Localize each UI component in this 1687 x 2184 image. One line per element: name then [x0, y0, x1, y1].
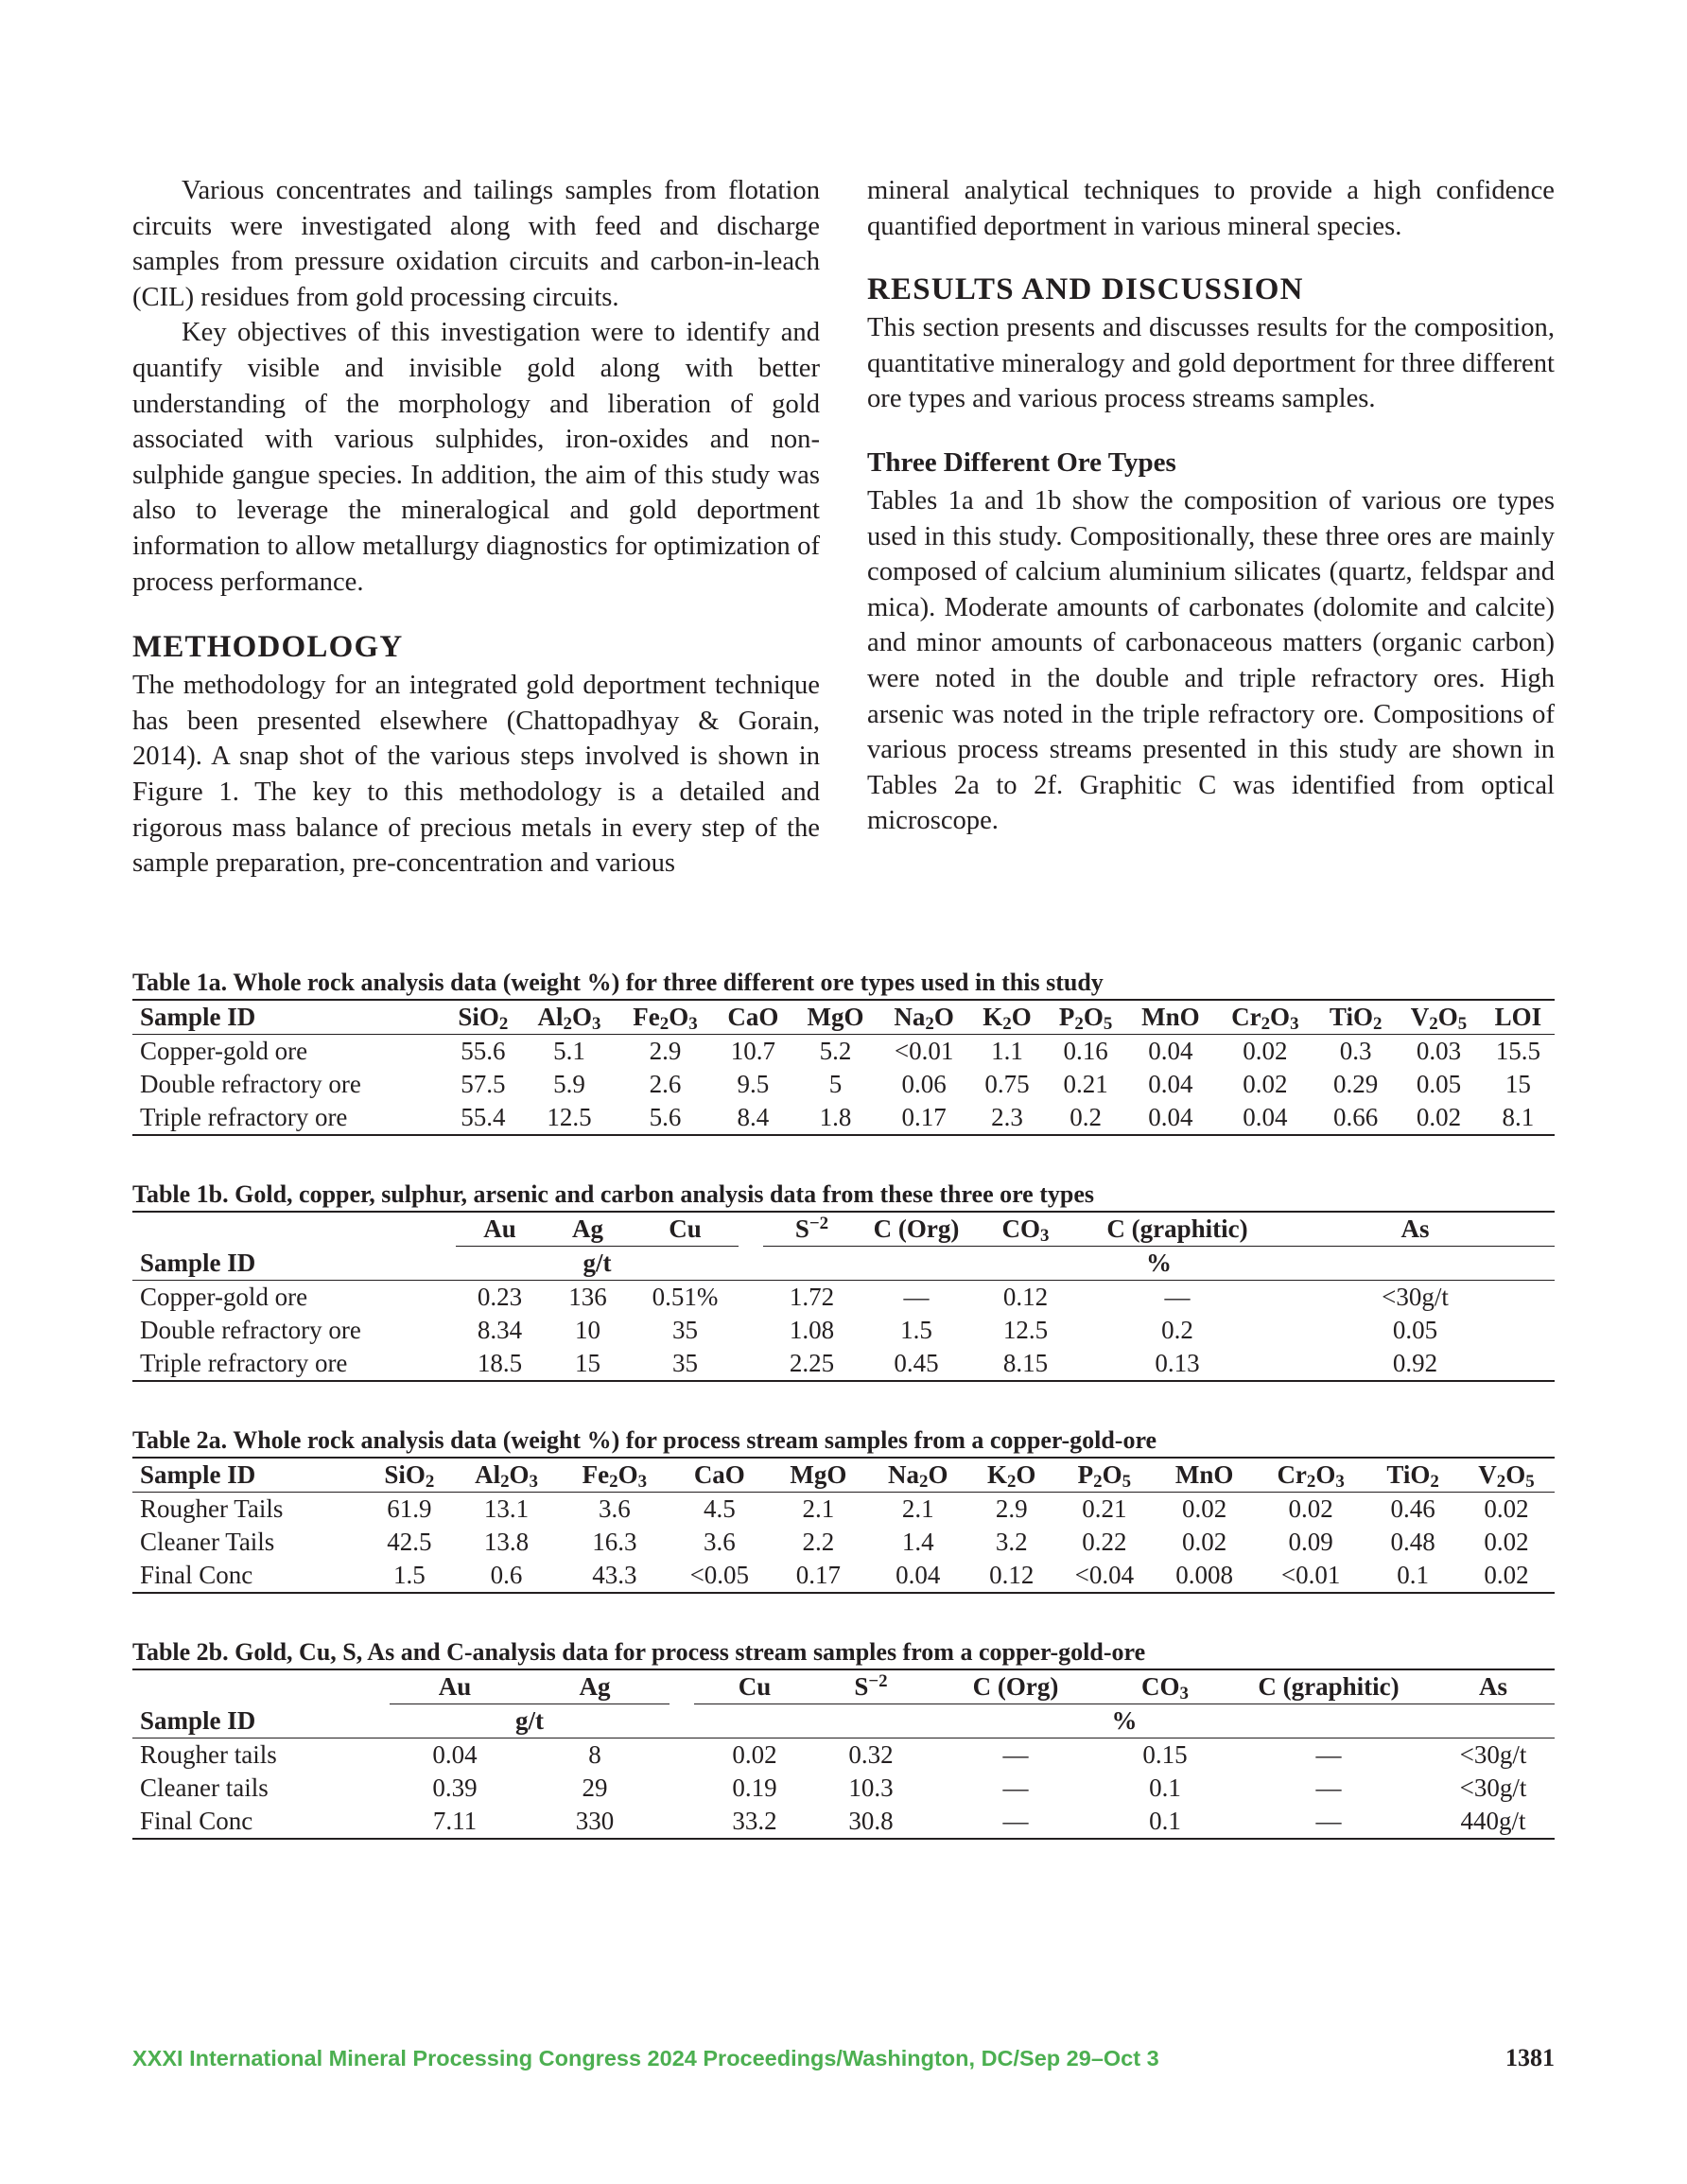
table-cell: 0.75 — [984, 1070, 1030, 1098]
table-cell: 55.6 — [461, 1037, 506, 1065]
table-cell: 4.5 — [703, 1494, 736, 1523]
column-header: $Fe_2O_3$ — [582, 1460, 648, 1492]
table-caption: Table 2a. Whole rock analysis data (weight %) for process stream samples from a copper-gold-ore — [132, 1426, 1157, 1454]
page-number: 1381 — [1505, 2044, 1555, 2071]
table-cell: 0.05 — [1392, 1316, 1438, 1344]
table-cell: 2.2 — [802, 1528, 835, 1556]
table-cell: 8.34 — [477, 1316, 523, 1344]
table-cell: 0.92 — [1392, 1349, 1438, 1377]
table-2a — [132, 1424, 1555, 1594]
row-label: Copper-gold ore — [140, 1283, 308, 1311]
table-cell: 0.04 — [896, 1561, 941, 1589]
column-header: Ag — [544, 1212, 632, 1247]
row-label: Rougher Tails — [140, 1494, 284, 1523]
table-cell: 30.8 — [848, 1807, 894, 1835]
table-cell: 0.02 — [1182, 1528, 1227, 1556]
table-caption: Table 1a. Whole rock analysis data (weight %) for three different ore types used in this study — [132, 969, 1104, 996]
table-cell: 0.6 — [490, 1561, 523, 1589]
table-cell: 15 — [1504, 1070, 1531, 1098]
column-header: Sample ID — [140, 1705, 256, 1735]
table-cell: 9.5 — [737, 1070, 770, 1098]
column-header: C (graphitic) — [1079, 1212, 1276, 1247]
column-header: TiO$_2$ — [1329, 1003, 1383, 1034]
table-cell: 0.17 — [795, 1561, 842, 1589]
table-cell: 0.04 — [432, 1740, 478, 1769]
table-cell: 136 — [568, 1283, 607, 1311]
column-header: CaO — [727, 1003, 779, 1031]
table-cell: 43.3 — [592, 1561, 637, 1589]
column-header: $K_2O$ — [986, 1460, 1036, 1492]
table-cell: — — [1002, 1807, 1029, 1835]
table-cell: 12.5 — [547, 1103, 592, 1131]
table-row — [132, 1493, 1555, 1527]
column-header: MnO — [1174, 1460, 1234, 1489]
data-table — [132, 1457, 1555, 1594]
table-cell: 0.12 — [989, 1561, 1035, 1589]
paragraph-methodology: The methodology for an integrated gold deportment technique has been presented elsewhere (Chattopadhyay & Gorain, 2014). A snap shot of the various steps involved is shown in Figure 1. The key to this methodology is a detailed and rigorous mass balance of precious metals in every step of the sample preparation, pre-concentration and various — [132, 671, 820, 879]
unit-label: % — [1111, 1706, 1138, 1735]
table-cell: 0.02 — [1182, 1494, 1227, 1523]
table-cell: 0.05 — [1416, 1070, 1462, 1098]
table-cell: 2.6 — [649, 1070, 682, 1098]
table-row — [132, 1805, 1555, 1839]
table-cell: 0.15 — [1142, 1740, 1188, 1769]
table-cell: 0.48 — [1390, 1528, 1435, 1556]
column-header: Au — [456, 1212, 544, 1247]
table-row — [132, 1347, 1555, 1381]
table-cell: 0.39 — [432, 1773, 478, 1802]
table-cell: 15 — [575, 1349, 600, 1377]
paragraph-objectives: Key objectives of this investigation were to identify and quantify visible and invisible gold along with better understanding of the morphology and liberation of gold associated with various sulphides, iron-oxides and non-sulphide gangue species. In addition, the aim of this study was also to leverage the mineralogical and gold deportment information to allow metallurgy diagnostics for optimization of process performance. — [132, 318, 820, 597]
table-cell: 2.3 — [991, 1103, 1023, 1131]
table-cell: <0.01 — [1280, 1561, 1341, 1589]
table-cell: 0.02 — [1243, 1070, 1288, 1098]
table-cell: 440g/t — [1460, 1807, 1526, 1835]
row-label: Double refractory ore — [140, 1316, 361, 1344]
column-header: SiO$_2$ — [458, 1003, 509, 1034]
table-cell: 0.32 — [848, 1740, 894, 1769]
table-row — [132, 1281, 1555, 1315]
paragraph-ore-types: Tables 1a and 1b show the composition of various ore types used in this study. Compositionally, these three ores are mainly composed of calcium aluminium silicates (quartz, feldspar and mica). Moderate amounts of carbonates (dolomite and calcite) and minor amounts of carbonaceous matters (organic carbon) were noted in the double and triple refractory ores. High arsenic was noted in the triple refractory ore. Compositions of various process streams presented in this study are shown in Tables 2a to 2f. Graphitic C was identified from optical microscope. — [867, 485, 1555, 836]
table-cell: 1.5 — [900, 1316, 932, 1344]
row-label: Triple refractory ore — [140, 1103, 348, 1131]
row-label: Double refractory ore — [140, 1070, 361, 1098]
page-footer — [132, 2039, 1555, 2077]
table-cell: 0.22 — [1082, 1528, 1127, 1556]
table-1b — [132, 1179, 1555, 1382]
table-caption: Table 1b. Gold, copper, sulphur, arsenic and carbon analysis data from these three ore types — [132, 1180, 1094, 1208]
table-cell: 12.5 — [1002, 1316, 1049, 1344]
left-column — [132, 173, 820, 882]
table-cell: 1.8 — [819, 1103, 852, 1131]
column-header: SiO$_2$ — [384, 1460, 435, 1492]
table-cell: 0.29 — [1333, 1070, 1379, 1098]
column-gap — [739, 1347, 763, 1381]
row-label: Final Conc — [140, 1561, 253, 1589]
table-cell: 0.51% — [652, 1283, 719, 1311]
section-heading-results: RESULTS AND DISCUSSION — [867, 272, 1304, 307]
column-header: $Cr_2O_3$ — [1231, 1003, 1299, 1034]
column-header: $V_2O_5$ — [1410, 1003, 1468, 1034]
table-cell: 0.02 — [1484, 1561, 1529, 1589]
table-cell: 61.9 — [387, 1494, 432, 1523]
table-row — [132, 1035, 1555, 1069]
column-header: Sample ID — [140, 1460, 256, 1489]
paragraph-intro: Various concentrates and tailings samples from flotation circuits were investigated along with feed and discharge samples from pressure oxidation circuits and carbon-in-leach (CIL) residues from gold processing circuits. — [132, 176, 820, 312]
table-cell: 16.3 — [592, 1528, 637, 1556]
table-cell: — — [1315, 1807, 1342, 1835]
table-cell: 0.66 — [1333, 1103, 1379, 1131]
table-cell: 13.1 — [483, 1494, 530, 1523]
row-label: Final Conc — [140, 1807, 253, 1835]
column-header: $V_2O_5$ — [1478, 1460, 1535, 1492]
column-header: C (Org) — [927, 1669, 1104, 1704]
table-cell: <0.05 — [689, 1561, 750, 1589]
table-cell: 2.25 — [789, 1349, 835, 1377]
table-cell: 2.9 — [649, 1037, 682, 1065]
table-cell: 8 — [588, 1740, 601, 1769]
table-cell: 0.2 — [1070, 1103, 1102, 1131]
column-header: $Na_2O$ — [888, 1460, 948, 1492]
table-cell: — — [1002, 1740, 1029, 1769]
column-header: $Cr_2O_3$ — [1277, 1460, 1345, 1492]
table-cell: 0.02 — [1484, 1494, 1529, 1523]
table-cell: 0.12 — [1002, 1283, 1049, 1311]
table-cell: 29 — [582, 1773, 608, 1802]
column-header: $CO_3$ — [1104, 1669, 1226, 1704]
table-cell: 0.1 — [1149, 1773, 1181, 1802]
table-cell: 0.16 — [1063, 1037, 1108, 1065]
table-caption: Table 2b. Gold, Cu, S, As and C-analysis data for process stream samples from a copper-gold-ore — [132, 1638, 1146, 1666]
unit-label: g/t — [583, 1249, 612, 1277]
section-heading-methodology: METHODOLOGY — [132, 630, 404, 665]
table-cell: 0.19 — [732, 1773, 777, 1802]
paragraph-results-intro: This section presents and discusses results for the composition, quantitative mineralogy and gold deportment for three different ore types and various process streams samples. — [867, 313, 1555, 414]
column-header: $P_2O_5$ — [1077, 1460, 1132, 1492]
table-row — [132, 1559, 1555, 1593]
table-cell: — — [903, 1283, 930, 1311]
column-header: $Al_2O_3$ — [475, 1460, 538, 1492]
column-header: Au — [390, 1669, 520, 1704]
table-cell: 0.03 — [1416, 1037, 1462, 1065]
table-cell: 0.17 — [901, 1103, 947, 1131]
table-cell: 0.04 — [1148, 1103, 1193, 1131]
table-cell: <30g/t — [1459, 1740, 1527, 1769]
column-header: $K_2O$ — [983, 1003, 1032, 1034]
table-cell: 35 — [672, 1349, 698, 1377]
table-cell: 10.3 — [848, 1773, 894, 1802]
paragraph-continued: mineral analytical techniques to provide a high confidence quantified deportment in various mineral species. — [867, 176, 1555, 241]
column-header: Cu — [694, 1669, 815, 1704]
table-cell: 2.1 — [901, 1494, 934, 1523]
table-cell: 10 — [575, 1316, 600, 1344]
table-cell: 8.4 — [737, 1103, 770, 1131]
table-cell: 57.5 — [461, 1070, 506, 1098]
data-table — [132, 999, 1555, 1136]
table-cell: 5.2 — [819, 1037, 852, 1065]
table-cell: 1.5 — [393, 1561, 426, 1589]
table-cell: 0.2 — [1161, 1316, 1193, 1344]
unit-label: g/t — [515, 1706, 544, 1735]
table-cell: 0.02 — [1484, 1528, 1529, 1556]
column-header: TiO$_2$ — [1386, 1460, 1439, 1492]
column-header: MnO — [1141, 1003, 1200, 1031]
table-2b — [132, 1636, 1555, 1840]
table-cell: 33.2 — [732, 1807, 777, 1835]
table-cell: 55.4 — [461, 1103, 506, 1131]
table-row — [132, 1101, 1555, 1135]
table-cell: 0.04 — [1148, 1037, 1193, 1065]
column-gap — [670, 1738, 694, 1773]
column-header: As — [1432, 1669, 1555, 1704]
column-header: MgO — [807, 1003, 864, 1031]
table-cell: 7.11 — [432, 1807, 478, 1835]
table-cell: 5.9 — [553, 1070, 585, 1098]
table-cell: 5.1 — [553, 1037, 585, 1065]
right-column — [867, 173, 1555, 839]
row-label: Copper-gold ore — [140, 1037, 308, 1065]
row-label: Cleaner Tails — [140, 1528, 275, 1556]
column-gap — [739, 1281, 763, 1315]
table-cell: 3.6 — [598, 1494, 631, 1523]
table-cell: 330 — [575, 1807, 615, 1835]
column-header: $Na_2O$ — [894, 1003, 954, 1034]
table-1a — [132, 967, 1555, 1136]
unit-label: % — [1146, 1249, 1172, 1277]
row-label: Cleaner tails — [140, 1773, 269, 1802]
table-cell: 1.08 — [789, 1316, 835, 1344]
table-cell: 42.5 — [387, 1528, 432, 1556]
column-header: Ag — [520, 1669, 670, 1704]
table-cell: 13.8 — [483, 1528, 530, 1556]
column-header: Sample ID — [140, 1248, 256, 1277]
column-header: C (graphitic) — [1226, 1669, 1432, 1704]
table-cell: 0.13 — [1155, 1349, 1200, 1377]
table-row — [132, 1526, 1555, 1559]
table-cell: 0.3 — [1339, 1037, 1372, 1065]
data-table — [132, 1211, 1555, 1382]
table-cell: 0.21 — [1063, 1070, 1108, 1098]
table-cell: 18.5 — [477, 1349, 523, 1377]
table-cell: 10.7 — [730, 1037, 775, 1065]
table-cell: <0.04 — [1074, 1561, 1135, 1589]
table-cell: 0.46 — [1390, 1494, 1435, 1523]
column-header: MgO — [790, 1460, 847, 1489]
column-header: LOI — [1494, 1003, 1542, 1031]
row-label: Triple refractory ore — [140, 1349, 348, 1377]
table-cell: 3.6 — [703, 1528, 736, 1556]
table-cell: 0.23 — [477, 1283, 523, 1311]
table-cell: 0.02 — [1288, 1494, 1333, 1523]
table-cell: 0.02 — [1243, 1037, 1288, 1065]
table-row — [132, 1314, 1555, 1347]
column-header: $Al_2O_3$ — [537, 1003, 601, 1034]
table-cell: 0.1 — [1149, 1807, 1181, 1835]
row-label: Rougher tails — [140, 1740, 277, 1769]
column-header: Cu — [632, 1212, 739, 1247]
table-cell: <30g/t — [1382, 1283, 1449, 1311]
table-cell: — — [1002, 1773, 1029, 1802]
table-cell: 1.4 — [901, 1528, 934, 1556]
column-gap — [739, 1314, 763, 1347]
table-cell: 15.5 — [1495, 1037, 1540, 1065]
table-cell: <30g/t — [1459, 1773, 1527, 1802]
table-cell: 0.21 — [1082, 1494, 1127, 1523]
table-row — [132, 1772, 1555, 1805]
column-gap — [670, 1772, 694, 1805]
table-row — [132, 1068, 1555, 1101]
table-cell: 3.2 — [995, 1528, 1028, 1556]
column-header: $S^{-2}$ — [763, 1212, 861, 1247]
table-cell: 0.008 — [1175, 1561, 1234, 1589]
column-header: $CO_3$ — [972, 1212, 1079, 1247]
column-header: C (Org) — [861, 1212, 972, 1247]
column-header: $P_2O_5$ — [1058, 1003, 1113, 1034]
table-cell: 5.6 — [649, 1103, 682, 1131]
table-cell: 35 — [672, 1316, 698, 1344]
column-header: As — [1276, 1212, 1555, 1247]
table-cell: 0.06 — [901, 1070, 947, 1098]
column-header: $Fe_2O_3$ — [633, 1003, 698, 1034]
table-cell: 8.1 — [1502, 1103, 1535, 1131]
conference-title: XXXI International Mineral Processing Congress 2024 Proceedings/Washington, DC/Sep 29–Oct 3 — [132, 2046, 1159, 2070]
table-cell: 0.04 — [1243, 1103, 1288, 1131]
table-cell: 0.1 — [1397, 1561, 1429, 1589]
table-cell: — — [1164, 1283, 1191, 1311]
data-table — [132, 1669, 1555, 1840]
table-cell: <0.01 — [894, 1037, 954, 1065]
column-gap — [670, 1805, 694, 1839]
table-cell: — — [1315, 1740, 1342, 1769]
tables-section — [132, 967, 1555, 1882]
table-cell: 2.1 — [802, 1494, 835, 1523]
table-cell: 0.02 — [732, 1740, 777, 1769]
table-cell: 0.04 — [1148, 1070, 1193, 1098]
column-header: $S^{-2}$ — [815, 1669, 927, 1704]
table-cell: 8.15 — [1002, 1349, 1049, 1377]
table-cell: — — [1315, 1773, 1342, 1802]
table-cell: 0.09 — [1288, 1528, 1333, 1556]
subheading-ore-types: Three Different Ore Types — [867, 446, 1176, 478]
table-cell: 5 — [828, 1070, 843, 1098]
column-header: Sample ID — [140, 1003, 256, 1031]
column-header: CaO — [693, 1460, 745, 1489]
table-cell: 0.02 — [1416, 1103, 1462, 1131]
table-cell: 1.72 — [789, 1283, 835, 1311]
table-cell: 1.1 — [991, 1037, 1023, 1065]
table-row — [132, 1738, 1555, 1773]
table-cell: 2.9 — [995, 1494, 1028, 1523]
table-cell: 0.45 — [894, 1349, 939, 1377]
